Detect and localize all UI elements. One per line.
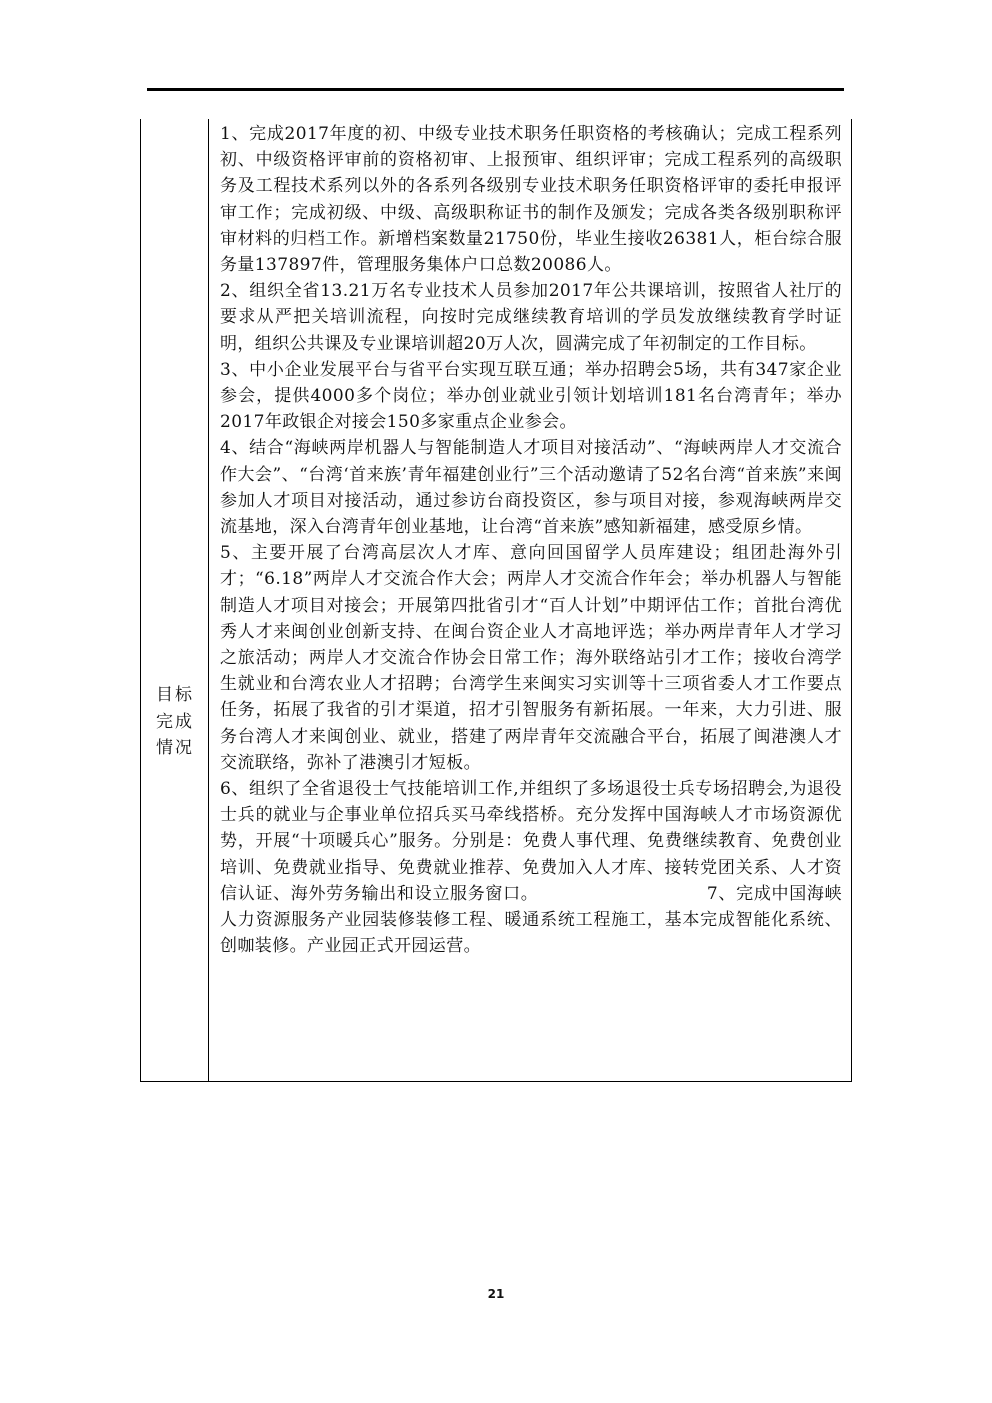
paragraph-2: 2、组织全省13.21万名专业技术人员参加2017年公共课培训，按照省人社厅的要求从严把关培训流程，向按时完成继续教育培训的学员发放继续教育学时证明，组织公共课及专业课培训超20万人次，圆满完成了年初制定的工作目标。 [220,281,842,354]
paragraph-5: 5、主要开展了台湾高层次人才库、意向回国留学人员库建设；组团赴海外引才；“6.18”两岸人才交流合作大会；两岸人才交流合作年会；举办机器人与智能制造人才项目对接会；开展第四批省引才“百人计划”中期评估工作；首批台湾优秀人才来闽创业创新支持、在闽台资企业人才高地评选；举办两岸青年人才学习之旅活动；两岸人才交流合作协会日常工作；海外联络站引才工作；接收台湾学生就业和台湾农业人才招聘；台湾学生来闽实习实训等十三项省委人才工作要点任务，拓展了我省的引才渠道，招才引智服务有新拓展。一年来，大力引进、服务台湾人才来闽创业、就业，搭建了两岸青年交流融合平台，拓展了闽港澳人才交流联络，弥补了港澳引才短板。 [220,543,842,773]
page-number: 21 [487,1287,505,1301]
content-cell [220,121,842,960]
label-cell [141,119,209,1081]
header-rule [147,88,844,91]
row-label [141,682,209,762]
paragraph-6: 6、组织了全省退役士气技能培训工作,并组织了多场退役士兵专场招聘会,为退役士兵的就业与企事业单位招兵买马牵线搭桥。充分发挥中国海峡人才市场资源优势，开展“十项暖兵心”服务。分别是：免费人事代理、免费继续教育、免费创业培训、免费就业指导、免费就业推荐、免费加入人才库、接转党团关系、人才资信认证、海外劳务输出和设立服务窗口。 7、完成中国海峡人力资源服务产业园装修装修工程、暖通系统工程施工，基本完成智能化系统、创咖装修。产业园正式开园运营。 [220,779,842,957]
row-label-line: 情况 [156,738,194,758]
paragraph-1: 1、完成2017年度的初、中级专业技术职务任职资格的考核确认；完成工程系列初、中级资格评审前的资格初审、上报预审、组织评审；完成工程系列的高级职务及工程技术系列以外的各系列各级别专业技术职务任职资格评审的委托申报评审工作；完成初级、中级、高级职称证书的制作及颁发；完成各类各级别职称评审材料的归档工作。新增档案数量21750份，毕业生接收26381人，柜台综合服务量137897件，管理服务集体户口总数20086人。 [220,124,842,276]
row-label-line: 完成 [156,711,194,732]
paragraph-4: 4、结合“海峡两岸机器人与智能制造人才项目对接活动”、“海峡两岸人才交流合作大会”、“台湾‘首来族’青年福建创业行”三个活动邀请了52名台湾“首来族”来闽参加人才项目对接活动，通过参访台商投资区，参与项目对接，参观海峡两岸交流基地，深入台湾青年创业基地，让台湾“首来族”感知新福建，感受原乡情。 [220,438,842,538]
paragraph-3: 3、中小企业发展平台与省平台实现互联互通；举办招聘会5场，共有347家企业参会，提供4000多个岗位；举办创业就业引领计划培训181名台湾青年；举办2017年政银企对接会150多家重点企业参会。 [220,359,842,433]
goal-completion-table [140,119,852,1082]
row-label-line: 目标 [156,685,194,705]
